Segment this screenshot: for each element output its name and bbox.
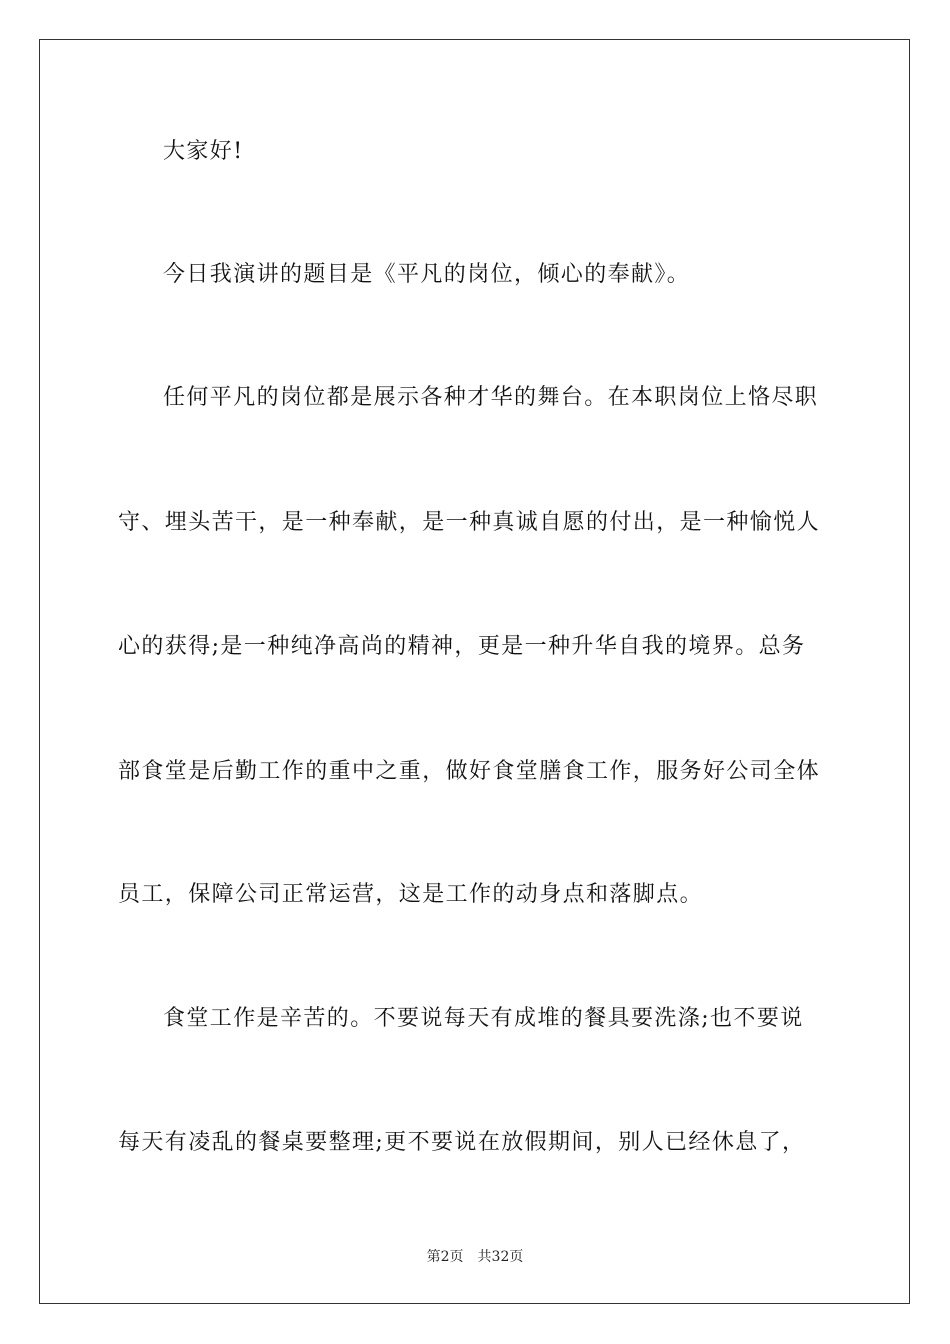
total-pages: 共32页: [477, 1249, 524, 1265]
paragraph-line: 任何平凡的岗位都是展示各种才华的舞台。在本职岗位上恪尽职: [163, 385, 819, 410]
paragraph-greeting: 大家好!: [163, 139, 244, 164]
paragraph-line: 每天有凌乱的餐桌要整理;更不要说在放假期间，别人已经休息了，: [118, 1130, 806, 1155]
paragraph-line: 守、埋头苦干，是一种奉献，是一种真诚自愿的付出，是一种愉悦人: [118, 510, 821, 535]
paragraph-title-intro: 今日我演讲的题目是《平凡的岗位，倾心的奉献》。: [163, 262, 691, 287]
paragraph-line: 员工，保障公司正常运营，这是工作的动身点和落脚点。: [118, 882, 704, 907]
paragraph-line: 心的获得;是一种纯净高尚的精神，更是一种升华自我的境界。总务: [118, 634, 806, 659]
paragraph-line: 部食堂是后勤工作的重中之重，做好食堂膳食工作，服务好公司全体: [118, 759, 821, 784]
paragraph-line: 食堂工作是辛苦的。不要说每天有成堆的餐具要洗涤;也不要说: [163, 1006, 804, 1031]
page-footer: [0, 1247, 950, 1267]
page-number: 第2页: [426, 1249, 464, 1265]
page-border: [39, 39, 910, 1304]
